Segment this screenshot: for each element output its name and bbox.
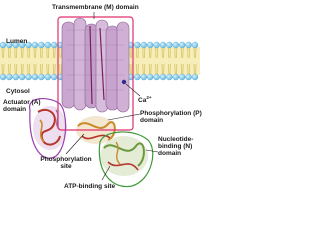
lipid-head [45,42,51,48]
lipid-head [19,74,25,80]
lipid-head [186,74,192,80]
lipid-head [173,74,179,80]
calcium-ion-label [138,94,151,104]
nucleotide-label-line2: binding (N) [158,143,193,150]
lipid-head [32,74,38,80]
lipid-head [38,74,44,80]
lipid-head [13,74,19,80]
nucleotide-binding-domain-label [158,136,193,157]
atp-binding-site-label: ATP-binding site [64,183,116,190]
nucleotide-label-line1: Nucleotide- [158,136,194,143]
lipid-head [166,42,172,48]
lipid-head [186,42,192,48]
nucleotide-binding-domain-structure [100,136,148,176]
calcium-label-text: Ca [138,97,147,105]
actuator-label-line2: domain [3,106,27,113]
lumen-label: Lumen [6,38,28,45]
lipid-head [179,74,185,80]
lipid-head [0,74,6,80]
lipid-head [26,74,32,80]
phosphorylation-site-label [36,156,96,170]
actuator-domain-label [3,99,41,113]
cytosol-label: Cytosol [6,88,30,95]
lipid-head [154,74,160,80]
lipid-head [51,42,57,48]
calcium-charge: 2+ [146,95,152,100]
transmembrane-domain-label: Transmembrane (M) domain [52,4,139,11]
lipid-head [134,42,140,48]
lipid-head [173,42,179,48]
lipid-head [45,74,51,80]
phosphorylation-domain-line2: domain [140,117,164,124]
phosphorylation-domain-line1: Phosphorylation (P) [140,110,202,117]
lipid-head [192,74,198,80]
lipid-head [192,42,198,48]
lipid-head [160,42,166,48]
lipid-head [51,74,57,80]
phosphorylation-domain-label [140,110,202,124]
lipid-head [147,74,153,80]
lipid-head [141,42,147,48]
lipid-head [32,42,38,48]
lipid-head [6,74,12,80]
calcium-ion-marker [122,80,126,84]
lipid-head [160,74,166,80]
lipid-head [154,42,160,48]
lipid-head [179,42,185,48]
transmembrane-helices [62,18,129,112]
nucleotide-label-line3: domain [158,150,182,157]
lipid-head [38,42,44,48]
lipid-head [147,42,153,48]
phosphorylation-site-line1: Phosphorylation [40,156,92,163]
phosphorylation-site-line2: site [60,163,72,170]
actuator-label-line1: Actuator (A) [3,99,41,106]
lipid-head [166,74,172,80]
lipid-head [141,74,147,80]
lipid-head [134,74,140,80]
